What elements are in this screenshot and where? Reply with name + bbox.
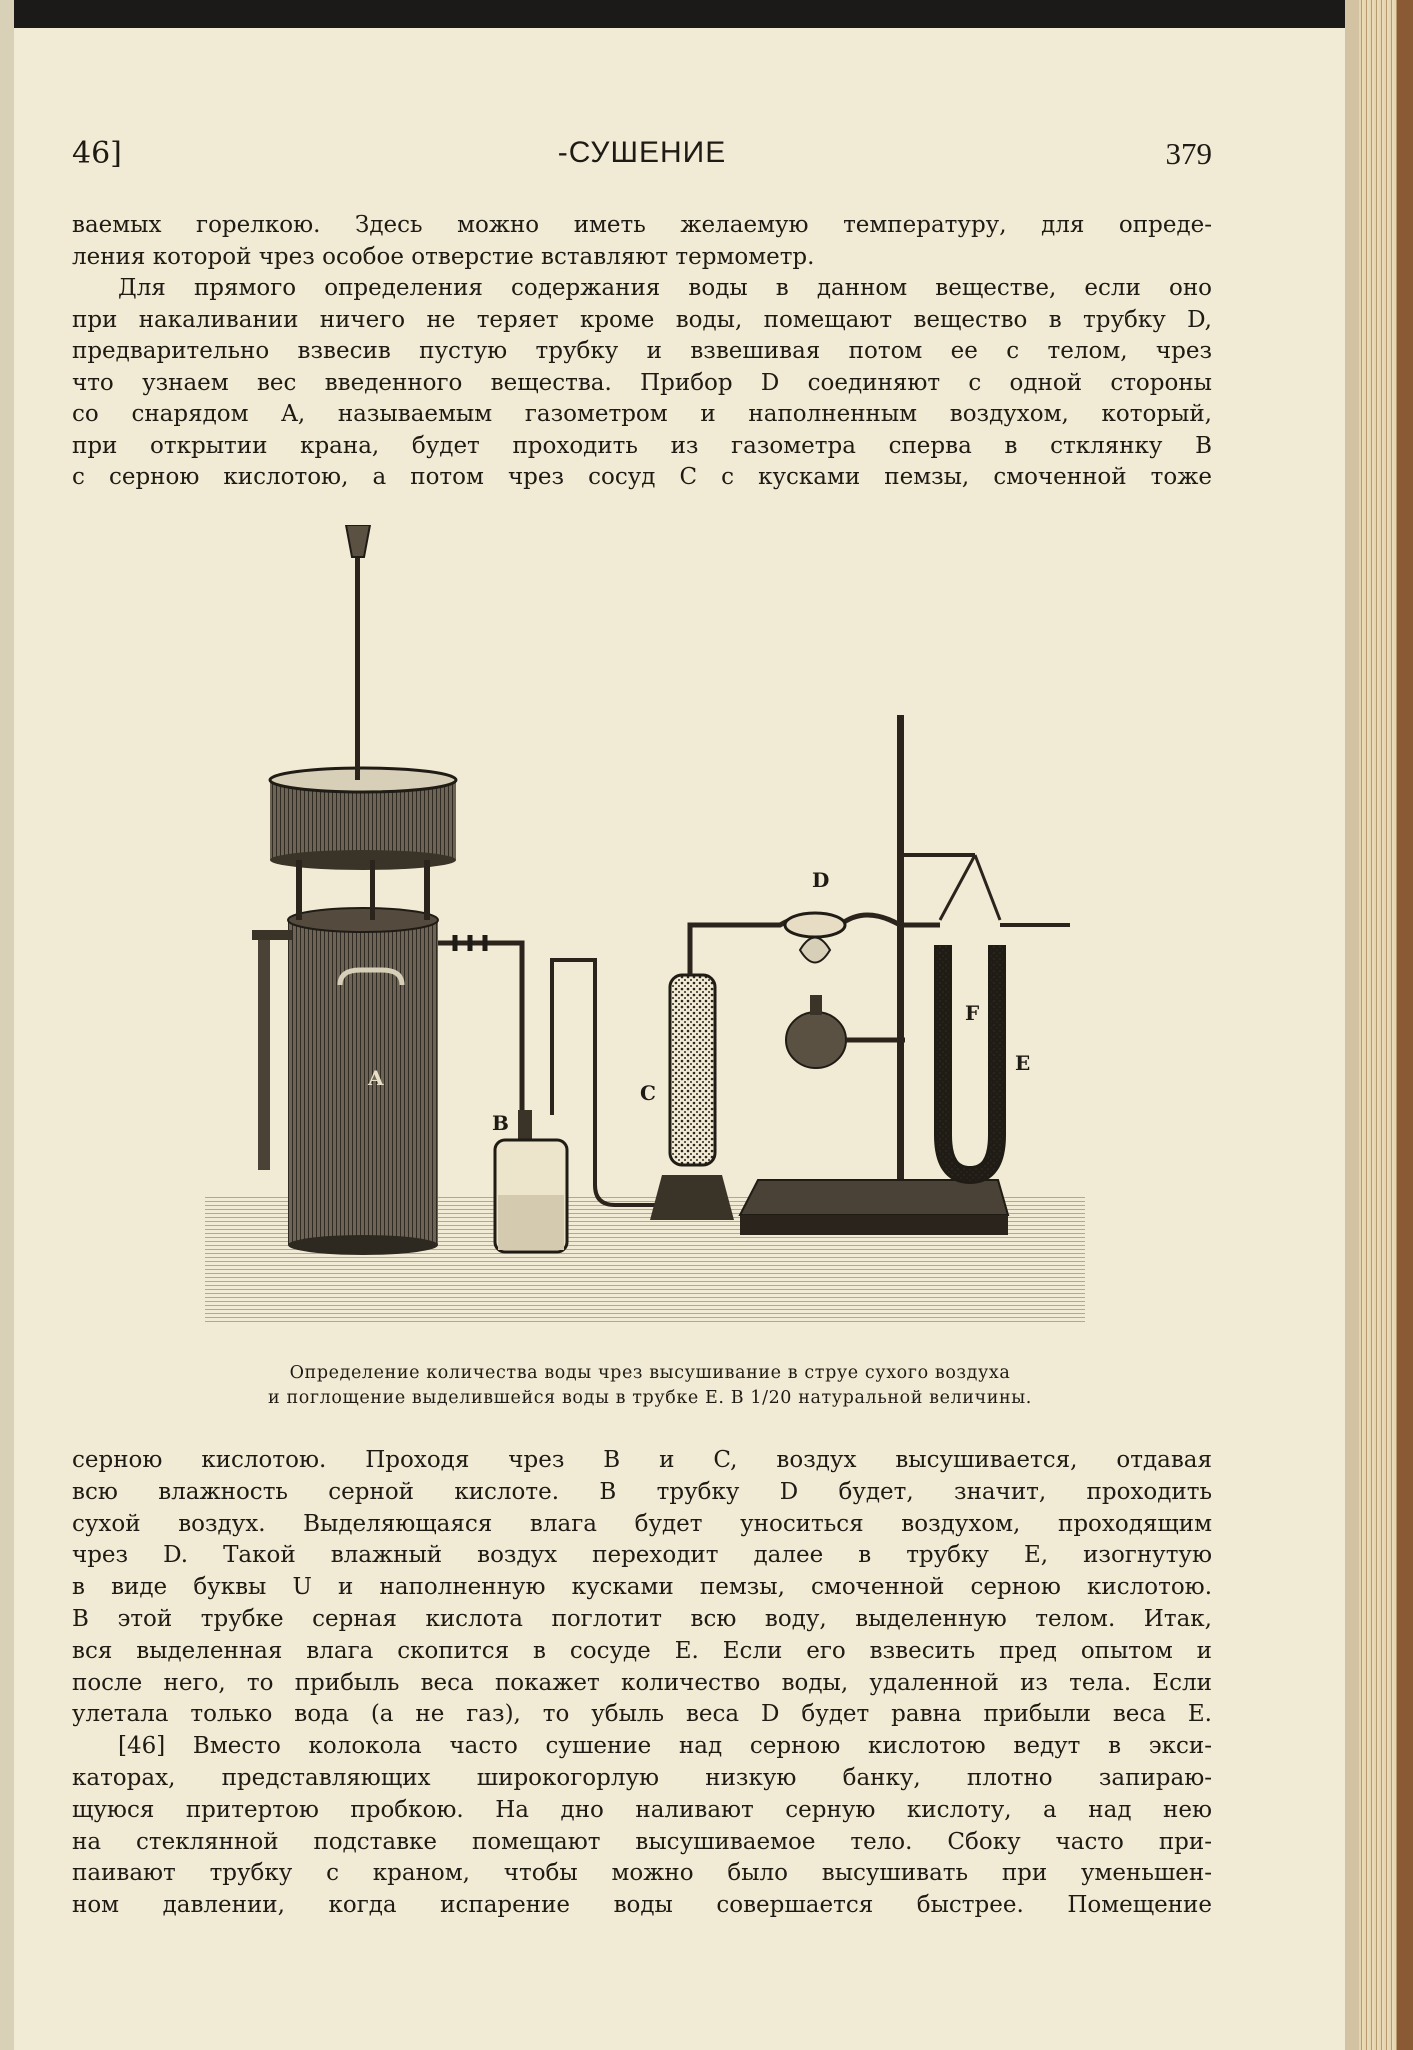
text-line: со снарядом A, называемым газометром и наполненным воздухом, который, (72, 401, 1212, 427)
apparatus-figure (200, 525, 1090, 1325)
retort-stand-rod (897, 715, 904, 1205)
figure-caption (180, 1361, 1120, 1411)
text-line: ваемых горелкою. Здесь можно иметь желаемую температуру, для опреде- (72, 212, 1212, 238)
label-d: D (812, 868, 830, 892)
running-title: -СУШЕНИЕ (557, 136, 727, 169)
label-b: B (492, 1111, 509, 1135)
page-right-shadow (1345, 0, 1359, 2050)
caption-line: Определение количества воды чрез высушивание в струе сухого воздуха (289, 1363, 1011, 1383)
page-number: 379 (1165, 136, 1212, 171)
text-line: В этой трубке серная кислота поглотит всю воду, выделенную телом. Итак, (72, 1605, 1212, 1632)
text-line: сухой воздух. Выделяющаяся влага будет уноситься воздухом, проходящим (72, 1510, 1212, 1537)
section-number: 46] (72, 136, 122, 171)
text-line: Для прямого определения содержания воды в данном веществе, если оно (118, 275, 1212, 301)
vessel-c (670, 975, 715, 1165)
text-line: предварительно взвесив пустую трубку и взвешивая потом ее с телом, чрез (72, 338, 1212, 364)
funnel-tube (355, 530, 360, 780)
text-line: в виде буквы U и наполненную кусками пемзы, смоченной серною кислотою. (72, 1574, 1212, 1601)
text-line: щуюся притертою пробкою. На дно наливают серную кислоту, а над нею (72, 1796, 1212, 1823)
text-line: всю влажность серной кислоте. В трубку D будет, значит, проходить (72, 1478, 1212, 1505)
text-line: каторах, представляющих широкогорлую низкую банку, плотно запираю- (72, 1764, 1212, 1791)
book-cover-edge (1397, 0, 1413, 2050)
text-line: [46] Вместо колокола часто сушение над серною кислотою ведут в экси- (118, 1733, 1212, 1760)
body-text-bottom (72, 1445, 1212, 1922)
text-line: паивают трубку с краном, чтобы можно было высушивать при уменьшен- (72, 1860, 1212, 1887)
text-line: улетала только вода (а не газ), то убыль веса D будет равна прибыли веса E. (72, 1701, 1212, 1728)
label-e: E (1015, 1051, 1031, 1075)
running-header (72, 136, 1212, 182)
text-line: ления которой чрез особое отверстие вставляют термометр. (72, 243, 815, 270)
text-line: при открытии крана, будет проходить из газометра сперва в стклянку B (72, 432, 1212, 459)
apparatus-illustration (200, 525, 1090, 1325)
label-a: A (368, 1066, 384, 1090)
label-c: C (640, 1081, 656, 1105)
text-line: на стеклянной подставке помещают высушиваемое тело. Сбоку часто при- (72, 1828, 1212, 1855)
u-tube-e (943, 945, 997, 1175)
vessel-c-base (650, 1175, 734, 1220)
text-line: серною кислотою. Проходя чрез B и C, воздух высушивается, отдавая (72, 1447, 1212, 1473)
text-line: при накаливании ничего не теряет кроме воды, помещают вещество в трубку D, (72, 306, 1212, 333)
book-left-margin (0, 0, 14, 2050)
label-f: F (965, 1001, 980, 1025)
text-line: ном давлении, когда испарение воды совершается быстрее. Помещение (72, 1892, 1212, 1919)
text-line: чрез D. Такой влажный воздух переходит далее в трубку E, изогнутую (72, 1542, 1212, 1569)
text-line: вся выделенная влага скопится в сосуде E. Если его взвесить пред опытом и (72, 1637, 1212, 1664)
body-text-top (72, 210, 1212, 494)
text-line: что узнаем вес введенного вещества. Прибор D соединяют с одной стороны (72, 369, 1212, 396)
spirit-lamp (786, 1012, 846, 1068)
book-page-edges (1359, 0, 1397, 2050)
side-gauge-tube (258, 930, 270, 1170)
text-line: после него, то прибыль веса покажет количество воды, удаленной из тела. Если (72, 1669, 1212, 1696)
retort-stand-base (740, 1180, 1008, 1215)
book-top-edge (0, 0, 1413, 28)
caption-line: и поглощение выделившейся воды в трубке E. В 1/20 натуральной величины. (268, 1388, 1032, 1408)
text-line: с серною кислотою, а потом чрез сосуд C с кусками пемзы, смоченной тоже (72, 464, 1212, 490)
